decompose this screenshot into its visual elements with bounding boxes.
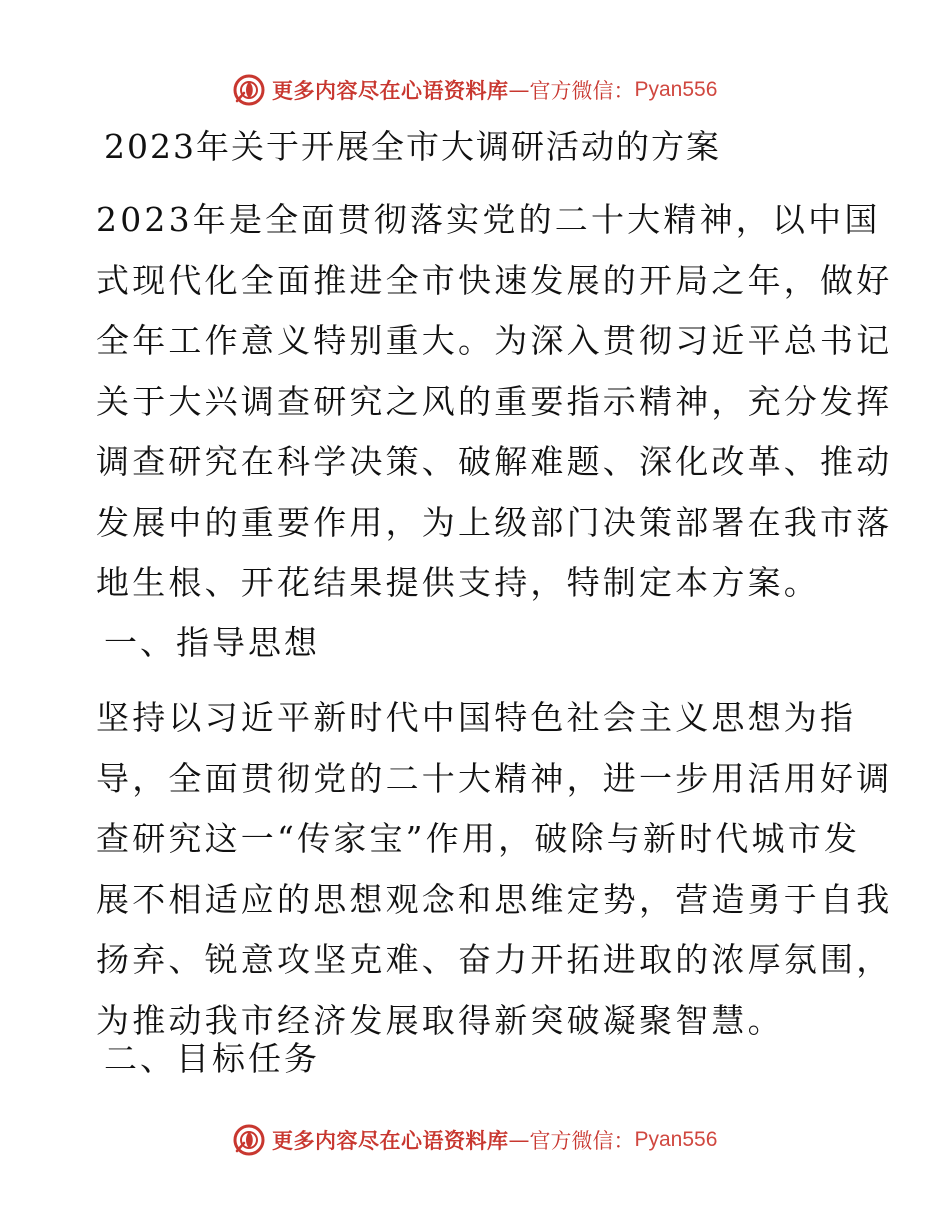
- banner-separator: —: [508, 78, 530, 102]
- paragraph-line: 全年工作意义特别重大。为深入贯彻习近平总书记: [96, 321, 893, 360]
- header-watermark-banner: [232, 70, 752, 110]
- brand-logo-icon: [232, 73, 266, 107]
- paragraph-line: 导，全面贯彻党的二十大精神，进一步用活用好调: [96, 758, 893, 798]
- paragraph-line: 2023年是全面贯彻落实党的二十大精神，以中国: [96, 200, 881, 239]
- document-title: 2023年关于开展全市大调研活动的方案: [104, 127, 721, 166]
- paragraph-line: 发展中的重要作用，为上级部门决策部署在我市落: [96, 502, 893, 542]
- paragraph-line: 查研究这一“传家宝”作用，破除与新时代城市发: [96, 819, 861, 858]
- paragraph-line: 式现代化全面推进全市快速发展的开局之年，做好: [96, 260, 893, 300]
- banner-text: 更多内容尽在心语资料库: [272, 1129, 509, 1153]
- banner-wechat-id: Pyan556: [634, 1128, 718, 1151]
- paragraph-line: 坚持以习近平新时代中国特色社会主义思想为指: [96, 698, 857, 737]
- banner-wechat-label: 官方微信：: [529, 79, 635, 103]
- intro-paragraph: [96, 190, 893, 614]
- paragraph-line: 地生根、开花结果提供支持，特制定本方案。: [96, 563, 820, 602]
- brand-logo-icon: [232, 1123, 266, 1157]
- banner-wechat-label: 官方微信：: [529, 1129, 635, 1153]
- footer-watermark-banner: [232, 1120, 752, 1160]
- paragraph-line: 关于大兴调查研究之风的重要指示精神，充分发挥: [96, 381, 893, 421]
- banner-text: 更多内容尽在心语资料库: [272, 79, 509, 103]
- banner-separator: —: [508, 1128, 530, 1152]
- banner-wechat-id: Pyan556: [634, 78, 718, 101]
- paragraph-line: 展不相适应的思想观念和思维定势，营造勇于自我: [96, 879, 893, 919]
- paragraph-line: 调查研究在科学决策、破解难题、深化改革、推动: [96, 442, 893, 481]
- section-heading-objectives: 二、目标任务: [104, 1039, 320, 1078]
- paragraph-line: 扬弃、锐意攻坚克难、奋力开拓进取的浓厚氛围，: [96, 940, 893, 979]
- section-heading-guiding-ideology: 一、指导思想: [104, 623, 320, 662]
- paragraph-line: 为推动我市经济发展取得新突破凝聚智慧。: [96, 1000, 784, 1040]
- guiding-ideology-paragraph: [96, 688, 893, 1051]
